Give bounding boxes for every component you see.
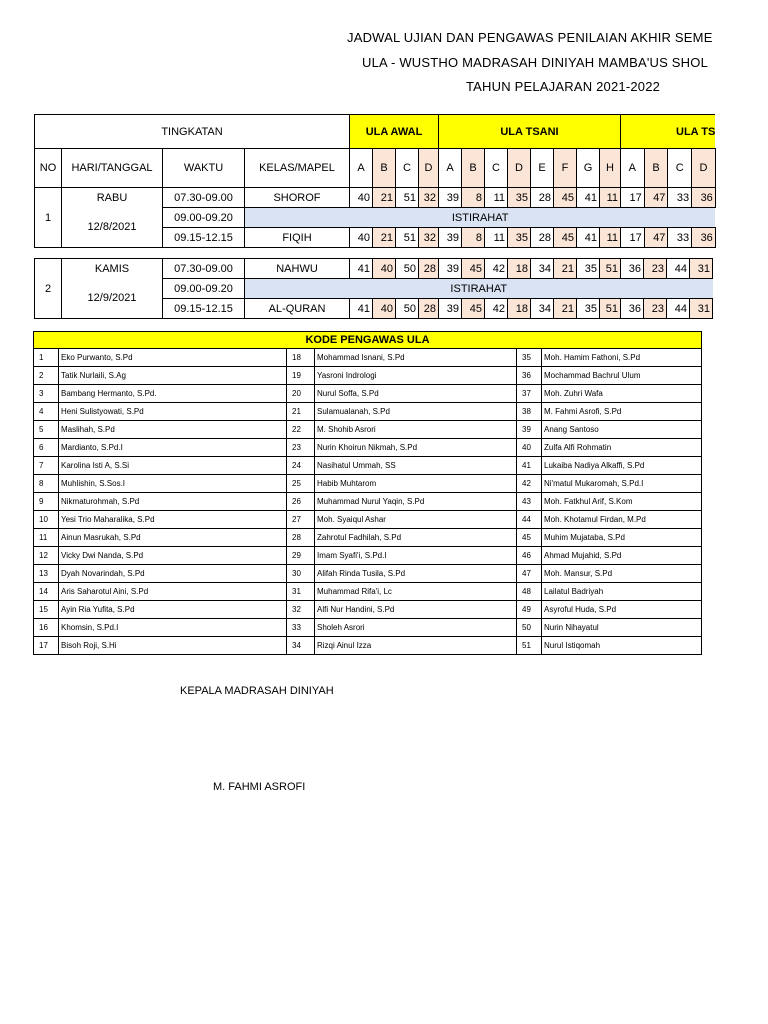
kode-row bbox=[34, 601, 702, 619]
istirahat-cell: ISTIRAHAT bbox=[245, 279, 713, 299]
pengawas-code-cell: 40 bbox=[373, 259, 396, 279]
pengawas-code-cell: 45 bbox=[462, 299, 485, 319]
kode-number: 11 bbox=[34, 529, 59, 547]
pengawas-code-cell: 23 bbox=[644, 299, 667, 319]
pengawas-code-cell: 51 bbox=[396, 228, 419, 248]
group-ula-tsalis: ULA TS bbox=[621, 115, 716, 149]
kode-number: 4 bbox=[34, 403, 59, 421]
day-date: 12/8/2021 bbox=[62, 208, 163, 248]
mapel-cell: AL-QURAN bbox=[245, 299, 350, 319]
class-header-10: G bbox=[577, 149, 600, 188]
class-header-0: A bbox=[350, 149, 373, 188]
kode-number: 7 bbox=[34, 457, 59, 475]
pengawas-code-cell: 21 bbox=[373, 188, 396, 208]
pengawas-code-cell: 21 bbox=[554, 299, 577, 319]
kode-name: M. Shohib Asrori bbox=[315, 421, 517, 439]
kode-name: Rizqi Ainul Izza bbox=[315, 637, 517, 655]
class-header-9: F bbox=[554, 149, 577, 188]
kode-number: 34 bbox=[287, 637, 315, 655]
kode-name: Anang Santoso bbox=[542, 421, 702, 439]
kode-number: 48 bbox=[517, 583, 542, 601]
schedule-table bbox=[34, 114, 716, 248]
kode-name: Aris Saharotul Aini, S.Pd bbox=[59, 583, 287, 601]
kode-name: Maslihah, S.Pd bbox=[59, 421, 287, 439]
kode-number: 9 bbox=[34, 493, 59, 511]
pengawas-code-cell: 35 bbox=[577, 299, 600, 319]
waktu-cell: 09.15-12.15 bbox=[163, 228, 245, 248]
kode-name: Moh. Hamim Fathoni, S.Pd bbox=[542, 349, 702, 367]
kode-name: Moh. Zuhri Wafa bbox=[542, 385, 702, 403]
kode-name: Mochammad Bachrul Ulum bbox=[542, 367, 702, 385]
kode-name: Ni'matul Mukaromah, S.Pd.I bbox=[542, 475, 702, 493]
waktu-cell: 07.30-09.00 bbox=[163, 188, 245, 208]
pengawas-code-cell: 50 bbox=[396, 259, 419, 279]
kode-number: 24 bbox=[287, 457, 315, 475]
pengawas-code-cell: 41 bbox=[577, 188, 600, 208]
kode-row bbox=[34, 619, 702, 637]
pengawas-code-cell: 41 bbox=[350, 299, 373, 319]
kode-name: Heni Sulistyowati, S.Pd bbox=[59, 403, 287, 421]
kode-name: Ahmad Mujahid, S.Pd bbox=[542, 547, 702, 565]
waktu-cell: 09.00-09.20 bbox=[163, 279, 245, 299]
day-block bbox=[35, 188, 716, 248]
waktu-cell: 09.15-12.15 bbox=[163, 299, 245, 319]
day-number: 2 bbox=[35, 259, 62, 319]
kode-name: Lukaiba Nadiya Alkaffi, S.Pd bbox=[542, 457, 702, 475]
kode-name: Moh. Fatkhul Arif, S.Kom bbox=[542, 493, 702, 511]
pengawas-code-cell: 17 bbox=[621, 188, 645, 208]
kode-name: Nasihatul Ummah, SS bbox=[315, 457, 517, 475]
pengawas-code-cell: 42 bbox=[485, 299, 508, 319]
pengawas-code-cell: 21 bbox=[554, 259, 577, 279]
hari-header: HARI/TANGGAL bbox=[62, 149, 163, 188]
kode-name: Tatik Nurlaili, S.Ag bbox=[59, 367, 287, 385]
kode-name: Sulamualanah, S.Pd bbox=[315, 403, 517, 421]
class-header-13: B bbox=[644, 149, 668, 188]
kode-name: Eko Purwanto, S.Pd bbox=[59, 349, 287, 367]
pengawas-code-cell: 28 bbox=[531, 188, 554, 208]
kode-name: M. Fahmi Asrofi, S.Pd bbox=[542, 403, 702, 421]
pengawas-code-cell: 31 bbox=[690, 259, 713, 279]
class-header-5: B bbox=[462, 149, 485, 188]
mapel-cell: SHOROF bbox=[245, 188, 350, 208]
kode-name: Muhim Mujataba, S.Pd bbox=[542, 529, 702, 547]
pengawas-code-cell: 36 bbox=[621, 299, 644, 319]
kode-name: Mardianto, S.Pd.I bbox=[59, 439, 287, 457]
pengawas-code-cell: 40 bbox=[350, 228, 373, 248]
pengawas-code-cell: 36 bbox=[621, 259, 644, 279]
pengawas-code-cell: 35 bbox=[508, 228, 531, 248]
kode-number: 16 bbox=[34, 619, 59, 637]
pengawas-code-cell: 36 bbox=[692, 228, 716, 248]
pengawas-code-cell: 45 bbox=[462, 259, 485, 279]
kode-number: 28 bbox=[287, 529, 315, 547]
kode-number: 5 bbox=[34, 421, 59, 439]
class-header-15: D bbox=[692, 149, 716, 188]
class-header-11: H bbox=[600, 149, 621, 188]
kode-name: Nikmaturohmah, S.Pd bbox=[59, 493, 287, 511]
kode-row bbox=[34, 349, 702, 367]
kode-number: 20 bbox=[287, 385, 315, 403]
kode-name: Bisoh Roji, S.Hi bbox=[59, 637, 287, 655]
kode-number: 25 bbox=[287, 475, 315, 493]
pengawas-code-cell: 39 bbox=[439, 299, 462, 319]
day-name: KAMIS bbox=[62, 259, 163, 279]
pengawas-code-cell: 8 bbox=[462, 228, 485, 248]
group-ula-awal: ULA AWAL bbox=[350, 115, 439, 149]
class-header-1: B bbox=[373, 149, 396, 188]
pengawas-code-cell: 41 bbox=[577, 228, 600, 248]
waktu-cell: 09.00-09.20 bbox=[163, 208, 245, 228]
kode-name: Muhammad Nurul Yaqin, S.Pd bbox=[315, 493, 517, 511]
kode-name: Ayin Ria Yufita, S.Pd bbox=[59, 601, 287, 619]
pengawas-code-cell: 28 bbox=[419, 299, 439, 319]
pengawas-code-cell: 31 bbox=[690, 299, 713, 319]
class-header-7: D bbox=[508, 149, 531, 188]
pengawas-code-cell: 51 bbox=[396, 188, 419, 208]
schedule-table-day2 bbox=[34, 258, 713, 319]
kode-name: Muhammad Rifa'i, Lc bbox=[315, 583, 517, 601]
kode-number: 43 bbox=[517, 493, 542, 511]
pengawas-code-cell: 40 bbox=[350, 188, 373, 208]
kode-number: 26 bbox=[287, 493, 315, 511]
pengawas-code-cell: 34 bbox=[531, 299, 554, 319]
pengawas-code-cell: 18 bbox=[508, 259, 531, 279]
group-ula-tsani: ULA TSANI bbox=[439, 115, 621, 149]
pengawas-code-cell: 44 bbox=[667, 259, 690, 279]
kode-number: 41 bbox=[517, 457, 542, 475]
kode-number: 46 bbox=[517, 547, 542, 565]
day-name: RABU bbox=[62, 188, 163, 208]
kode-name: Yasroni Indrologi bbox=[315, 367, 517, 385]
kode-row bbox=[34, 529, 702, 547]
mapel-cell: NAHWU bbox=[245, 259, 350, 279]
kode-name: Nurin Nihayatul bbox=[542, 619, 702, 637]
kode-number: 2 bbox=[34, 367, 59, 385]
pengawas-code-cell: 28 bbox=[531, 228, 554, 248]
kode-name: Moh. Syaiqul Ashar bbox=[315, 511, 517, 529]
kode-name: Zahrotul Fadhilah, S.Pd bbox=[315, 529, 517, 547]
kode-number: 40 bbox=[517, 439, 542, 457]
pengawas-code-cell: 11 bbox=[600, 188, 621, 208]
kode-name: Muhlishin, S.Sos.I bbox=[59, 475, 287, 493]
kode-number: 18 bbox=[287, 349, 315, 367]
kode-number: 27 bbox=[287, 511, 315, 529]
day-number: 1 bbox=[35, 188, 62, 248]
kode-number: 17 bbox=[34, 637, 59, 655]
kepala-name: M. FAHMI ASROFI bbox=[213, 781, 306, 793]
pengawas-code-cell: 34 bbox=[531, 259, 554, 279]
document-subtitle: ULA - WUSTHO MADRASAH DINIYAH MAMBA'US SHOL bbox=[362, 55, 708, 70]
kode-number: 21 bbox=[287, 403, 315, 421]
kelas-header: KELAS/MAPEL bbox=[245, 149, 350, 188]
pengawas-code-cell: 39 bbox=[439, 228, 462, 248]
kode-name: Moh. Khotamul Firdan, M.Pd bbox=[542, 511, 702, 529]
kode-number: 22 bbox=[287, 421, 315, 439]
waktu-cell: 07.30-09.00 bbox=[163, 259, 245, 279]
kode-name: Karolina Isti A, S.Si bbox=[59, 457, 287, 475]
document-title: JADWAL UJIAN DAN PENGAWAS PENILAIAN AKHIR SEME bbox=[347, 30, 713, 45]
class-header-12: A bbox=[621, 149, 645, 188]
kode-number: 12 bbox=[34, 547, 59, 565]
kode-number: 42 bbox=[517, 475, 542, 493]
class-header-2: C bbox=[396, 149, 419, 188]
tingkatan-header: TINGKATAN bbox=[35, 115, 350, 149]
kode-number: 1 bbox=[34, 349, 59, 367]
kode-number: 13 bbox=[34, 565, 59, 583]
pengawas-code-cell: 21 bbox=[373, 228, 396, 248]
kode-name: Khomsin, S.Pd.I bbox=[59, 619, 287, 637]
pengawas-code-cell: 23 bbox=[644, 259, 667, 279]
kode-row bbox=[34, 511, 702, 529]
kode-number: 3 bbox=[34, 385, 59, 403]
kode-number: 47 bbox=[517, 565, 542, 583]
kode-number: 32 bbox=[287, 601, 315, 619]
kode-row bbox=[34, 385, 702, 403]
kode-name: Ainun Masrukah, S.Pd bbox=[59, 529, 287, 547]
kode-number: 36 bbox=[517, 367, 542, 385]
kode-name: Nurul Soffa, S.Pd bbox=[315, 385, 517, 403]
class-header-4: A bbox=[439, 149, 462, 188]
kode-number: 19 bbox=[287, 367, 315, 385]
kode-number: 23 bbox=[287, 439, 315, 457]
kode-row bbox=[34, 439, 702, 457]
kode-name: Zulfa Alfi Rohmatin bbox=[542, 439, 702, 457]
kode-row bbox=[34, 475, 702, 493]
pengawas-code-cell: 18 bbox=[508, 299, 531, 319]
pengawas-code-cell: 36 bbox=[692, 188, 716, 208]
pengawas-code-cell: 35 bbox=[508, 188, 531, 208]
pengawas-code-cell: 47 bbox=[644, 188, 668, 208]
schedule-row bbox=[35, 188, 716, 208]
kode-name: Sholeh Asrori bbox=[315, 619, 517, 637]
kode-name: Bambang Hermanto, S.Pd. bbox=[59, 385, 287, 403]
no-header: NO bbox=[35, 149, 62, 188]
kode-row bbox=[34, 565, 702, 583]
kode-row bbox=[34, 547, 702, 565]
kode-row bbox=[34, 583, 702, 601]
kode-name: Dyah Novarindah, S.Pd bbox=[59, 565, 287, 583]
pengawas-code-cell: 39 bbox=[439, 188, 462, 208]
kode-name: Vicky Dwi Nanda, S.Pd bbox=[59, 547, 287, 565]
schedule-row bbox=[35, 208, 716, 228]
kode-number: 15 bbox=[34, 601, 59, 619]
day-block bbox=[35, 259, 713, 319]
kode-name: Lailatul Badriyah bbox=[542, 583, 702, 601]
kode-row bbox=[34, 367, 702, 385]
pengawas-code-cell: 39 bbox=[439, 259, 462, 279]
waktu-header: WAKTU bbox=[163, 149, 245, 188]
pengawas-code-cell: 33 bbox=[668, 228, 692, 248]
kode-name: Mohammad Isnani, S.Pd bbox=[315, 349, 517, 367]
pengawas-code-cell: 41 bbox=[350, 259, 373, 279]
pengawas-code-cell: 28 bbox=[419, 259, 439, 279]
kode-number: 8 bbox=[34, 475, 59, 493]
kode-name: Nurul Istiqomah bbox=[542, 637, 702, 655]
schedule-row bbox=[35, 259, 713, 279]
pengawas-code-cell: 45 bbox=[554, 228, 577, 248]
kode-number: 14 bbox=[34, 583, 59, 601]
kode-name: Nurin Khoirun Nikmah, S.Pd bbox=[315, 439, 517, 457]
kode-number: 51 bbox=[517, 637, 542, 655]
pengawas-code-cell: 11 bbox=[485, 228, 508, 248]
kode-number: 44 bbox=[517, 511, 542, 529]
kode-name: Moh. Mansur, S.Pd bbox=[542, 565, 702, 583]
pengawas-code-cell: 45 bbox=[554, 188, 577, 208]
kode-name: Asyroful Huda, S.Pd bbox=[542, 601, 702, 619]
pengawas-code-cell: 50 bbox=[396, 299, 419, 319]
pengawas-code-cell: 8 bbox=[462, 188, 485, 208]
kode-row bbox=[34, 637, 702, 655]
pengawas-code-cell: 44 bbox=[667, 299, 690, 319]
class-header-6: C bbox=[485, 149, 508, 188]
pengawas-code-cell: 51 bbox=[600, 259, 621, 279]
kode-number: 31 bbox=[287, 583, 315, 601]
kode-row bbox=[34, 457, 702, 475]
class-header-3: D bbox=[419, 149, 439, 188]
class-header-14: C bbox=[668, 149, 692, 188]
kode-number: 33 bbox=[287, 619, 315, 637]
day-date: 12/9/2021 bbox=[62, 279, 163, 319]
pengawas-code-cell: 17 bbox=[621, 228, 645, 248]
istirahat-cell: ISTIRAHAT bbox=[245, 208, 716, 228]
kode-number: 37 bbox=[517, 385, 542, 403]
kode-name: Alfi Nur Handini, S.Pd bbox=[315, 601, 517, 619]
kepala-label: KEPALA MADRASAH DINIYAH bbox=[180, 685, 334, 697]
kode-number: 38 bbox=[517, 403, 542, 421]
kode-row bbox=[34, 403, 702, 421]
kode-pengawas-table bbox=[33, 331, 702, 655]
kode-name: Habib Muhtarom bbox=[315, 475, 517, 493]
kode-number: 30 bbox=[287, 565, 315, 583]
class-header-8: E bbox=[531, 149, 554, 188]
kode-title: KODE PENGAWAS ULA bbox=[34, 332, 702, 349]
kode-number: 49 bbox=[517, 601, 542, 619]
kode-number: 50 bbox=[517, 619, 542, 637]
kode-number: 39 bbox=[517, 421, 542, 439]
kode-number: 35 bbox=[517, 349, 542, 367]
kode-number: 10 bbox=[34, 511, 59, 529]
document-year: TAHUN PELAJARAN 2021-2022 bbox=[466, 79, 661, 94]
schedule-row bbox=[35, 279, 713, 299]
pengawas-code-cell: 33 bbox=[668, 188, 692, 208]
mapel-cell: FIQIH bbox=[245, 228, 350, 248]
kode-number: 6 bbox=[34, 439, 59, 457]
pengawas-code-cell: 42 bbox=[485, 259, 508, 279]
kode-name: Alifah Rinda Tusila, S.Pd bbox=[315, 565, 517, 583]
kode-name: Yesi Trio Maharalika, S.Pd bbox=[59, 511, 287, 529]
kode-row bbox=[34, 493, 702, 511]
kode-row bbox=[34, 421, 702, 439]
pengawas-code-cell: 11 bbox=[600, 228, 621, 248]
pengawas-code-cell: 35 bbox=[577, 259, 600, 279]
pengawas-code-cell: 11 bbox=[485, 188, 508, 208]
pengawas-code-cell: 47 bbox=[644, 228, 668, 248]
pengawas-code-cell: 40 bbox=[373, 299, 396, 319]
kode-number: 29 bbox=[287, 547, 315, 565]
kode-name: Imam Syafi'i, S.Pd.I bbox=[315, 547, 517, 565]
pengawas-code-cell: 32 bbox=[419, 228, 439, 248]
kode-number: 45 bbox=[517, 529, 542, 547]
pengawas-code-cell: 32 bbox=[419, 188, 439, 208]
pengawas-code-cell: 51 bbox=[600, 299, 621, 319]
